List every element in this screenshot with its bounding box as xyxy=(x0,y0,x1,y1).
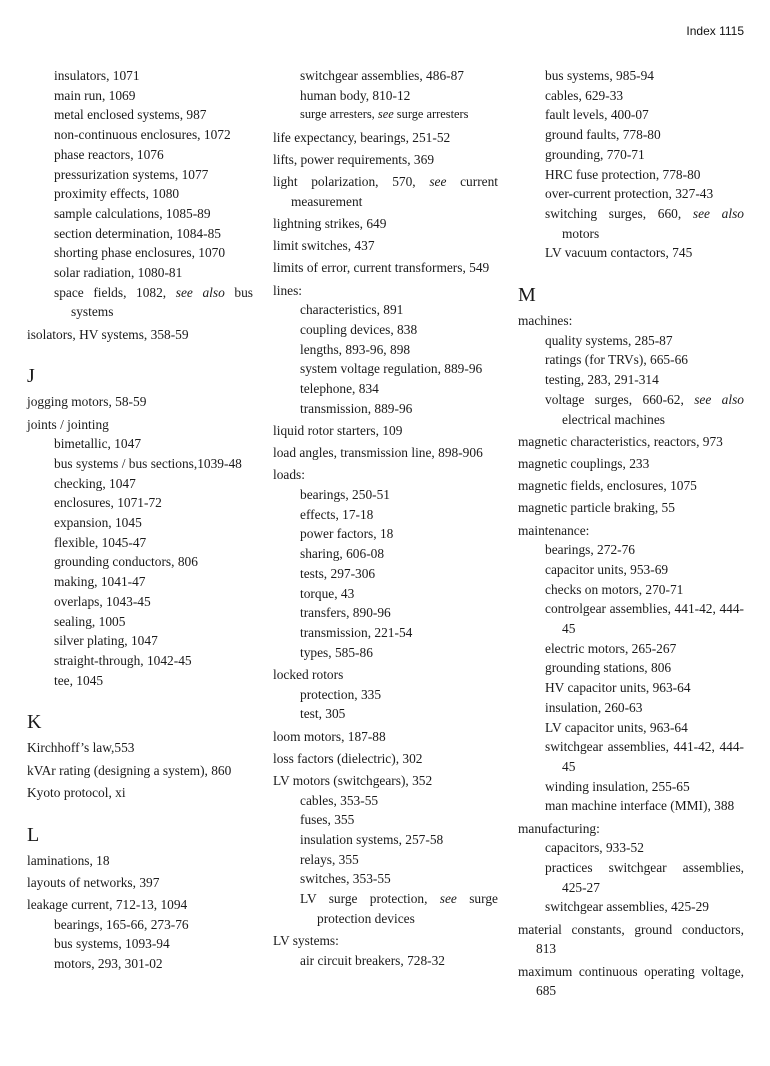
index-subentry: solar radiation, 1080-81 xyxy=(54,265,183,281)
index-subentry: testing, 283, 291-314 xyxy=(545,372,659,388)
index-entry: light polarization, 570, see current measurement xyxy=(273,174,499,209)
index-subentry: grounding stations, 806 xyxy=(545,660,672,676)
index-subentry: cables, 629-33 xyxy=(545,87,624,103)
index-entry: locked rotors xyxy=(273,666,344,682)
see-reference: see also xyxy=(175,284,225,300)
index-letter-heading: J xyxy=(27,365,35,388)
index-subentry: sample calculations, 1085-89 xyxy=(54,205,211,221)
index-subentry: bearings, 272-76 xyxy=(545,542,635,558)
index-entry: jogging motors, 58-59 xyxy=(27,394,147,410)
see-reference: see also xyxy=(694,391,744,407)
index-entry: lightning strikes, 649 xyxy=(273,215,387,231)
index-subentry: power factors, 18 xyxy=(300,526,394,542)
index-subentry: bus systems, 985-94 xyxy=(545,68,654,83)
index-subentry: section determination, 1084-85 xyxy=(54,225,221,241)
index-subentry: insulation systems, 257-58 xyxy=(300,832,444,848)
index-subentry: winding insulation, 255-65 xyxy=(545,778,690,794)
index-entry: laminations, 18 xyxy=(27,852,110,868)
index-entry: load angles, transmission line, 898-906 xyxy=(273,445,483,461)
index-subentry: switches, 353-55 xyxy=(300,871,391,887)
index-subentry: bus systems / bus sections,1039-48 xyxy=(54,455,242,471)
index-subentry: main run, 1069 xyxy=(54,87,136,103)
index-subentry: checks on motors, 270-71 xyxy=(545,581,684,597)
index-subentry: coupling devices, 838 xyxy=(300,321,418,337)
index-entry: limit switches, 437 xyxy=(273,238,375,254)
index-subentry: practices switchgear assemblies, 425-27 xyxy=(545,860,744,895)
index-entry: joints / jointing xyxy=(27,416,109,432)
index-subentry: switchgear assemblies, 486-87 xyxy=(300,68,464,83)
index-subentry: bearings, 165-66, 273-76 xyxy=(54,916,189,932)
index-entry: maintenance: xyxy=(518,522,590,538)
index-entry: machines: xyxy=(518,313,573,329)
index-subentry: making, 1041-47 xyxy=(54,574,146,590)
index-subentry: air circuit breakers, 728-32 xyxy=(300,952,446,968)
index-subentry: switchgear assemblies, 441-42, 444-45 xyxy=(545,739,744,774)
index-entry: loss factors (dielectric), 302 xyxy=(273,750,423,766)
index-entry: loom motors, 187-88 xyxy=(273,728,386,744)
index-letter-heading: K xyxy=(27,711,42,734)
index-entry: material constants, ground conductors, 813 xyxy=(518,921,744,957)
index-column-3 xyxy=(518,66,744,1001)
index-subentry: fault levels, 400-07 xyxy=(545,107,649,123)
index-subentry: enclosures, 1071-72 xyxy=(54,495,162,511)
index-subentry: fuses, 355 xyxy=(300,812,355,828)
index-entry: lifts, power requirements, 369 xyxy=(273,151,435,167)
index-subentry: grounding, 770-71 xyxy=(545,146,645,162)
see-reference: see xyxy=(439,891,457,907)
index-subentry: transmission, 221-54 xyxy=(300,624,413,640)
index-subentry: HRC fuse protection, 778-80 xyxy=(545,166,701,182)
index-subentry: voltage surges, 660-62, see also electrical machines xyxy=(545,391,744,427)
index-subentry: bearings, 250-51 xyxy=(300,487,390,503)
index-subentry: grounding conductors, 806 xyxy=(54,554,198,570)
index-subentry: proximity effects, 1080 xyxy=(54,186,180,202)
index-subentry: insulation, 260-63 xyxy=(545,699,643,715)
index-entry: manufacturing: xyxy=(518,820,600,836)
index-subentry: sharing, 606-08 xyxy=(300,546,385,562)
see-reference: see xyxy=(429,174,447,190)
index-entry: lines: xyxy=(273,282,303,298)
index-subentry: characteristics, 891 xyxy=(300,302,404,318)
index-entry: Kyoto protocol, xi xyxy=(27,784,126,800)
index-entry: maximum continuous operating voltage, 685 xyxy=(518,963,744,999)
index-entry: layouts of networks, 397 xyxy=(27,874,160,890)
index-subentry: human body, 810-12 xyxy=(300,87,411,103)
index-letter-heading: L xyxy=(27,823,40,846)
index-subentry: overlaps, 1043-45 xyxy=(54,593,151,609)
index-subentry: phase reactors, 1076 xyxy=(54,146,164,162)
index-column-1 xyxy=(27,66,253,974)
index-entry: leakage current, 712-13, 1094 xyxy=(27,896,188,912)
index-subentry: bimetallic, 1047 xyxy=(54,436,142,452)
index-subentry: non-continuous enclosures, 1072 xyxy=(54,127,231,143)
index-entry: kVAr rating (designing a system), 860 xyxy=(27,762,232,778)
index-letter-heading: M xyxy=(518,284,536,307)
index-subentry: relays, 355 xyxy=(300,851,359,867)
index-subentry: LV vacuum contactors, 745 xyxy=(545,245,693,261)
running-head: Index 1115 xyxy=(686,24,744,38)
index-entry: limits of error, current transformers, 549 xyxy=(273,260,490,276)
index-subentry: protection, 335 xyxy=(300,686,382,702)
index-subentry: HV capacitor units, 963-64 xyxy=(545,680,691,696)
index-subentry: test, 305 xyxy=(300,706,346,722)
index-subentry: sealing, 1005 xyxy=(54,613,126,629)
index-subentry: switching surges, 660, see also motors xyxy=(545,205,744,241)
index-entry: magnetic particle braking, 55 xyxy=(518,500,675,516)
index-subentry: LV capacitor units, 963-64 xyxy=(545,719,688,735)
index-subentry: switchgear assemblies, 425-29 xyxy=(545,899,709,915)
index-column-2 xyxy=(273,66,498,970)
index-subentry: over-current protection, 327-43 xyxy=(545,186,714,202)
index-subentry: silver plating, 1047 xyxy=(54,633,158,649)
index-subentry: surge arresters, see surge arresters xyxy=(300,107,469,122)
index-subentry: pressurization systems, 1077 xyxy=(54,166,209,182)
index-subentry: telephone, 834 xyxy=(300,381,379,397)
index-subentry: types, 585-86 xyxy=(300,644,373,660)
index-subentry: straight-through, 1042-45 xyxy=(54,652,192,668)
index-subentry: cables, 353-55 xyxy=(300,792,379,808)
index-subentry: lengths, 893-96, 898 xyxy=(300,341,411,357)
index-subentry: capacitor units, 953-69 xyxy=(545,561,669,577)
index-subentry: controlgear assemblies, 441-42, 444-45 xyxy=(545,601,744,637)
index-entry: LV motors (switchgears), 352 xyxy=(273,772,433,788)
index-subentry: ratings (for TRVs), 665-66 xyxy=(545,352,688,368)
index-entry: magnetic couplings, 233 xyxy=(518,455,650,471)
index-subentry: ground faults, 778-80 xyxy=(545,127,661,143)
index-subentry: system voltage regulation, 889-96 xyxy=(300,361,483,377)
index-entry: magnetic characteristics, reactors, 973 xyxy=(518,433,723,449)
index-subentry: transfers, 890-96 xyxy=(300,605,391,621)
index-entry: Kirchhoff’s law,553 xyxy=(27,740,135,756)
index-subentry: effects, 17-18 xyxy=(300,506,374,522)
index-subentry: checking, 1047 xyxy=(54,475,136,491)
index-subentry: man machine interface (MMI), 388 xyxy=(545,798,735,814)
index-subentry: flexible, 1045-47 xyxy=(54,534,147,550)
index-subentry: tee, 1045 xyxy=(54,672,104,688)
index-subentry: motors, 293, 301-02 xyxy=(54,956,163,972)
index-entry: liquid rotor starters, 109 xyxy=(273,422,403,438)
index-subentry: expansion, 1045 xyxy=(54,515,142,531)
index-subentry: torque, 43 xyxy=(300,585,355,601)
index-subentry: quality systems, 285-87 xyxy=(545,332,673,348)
index-subentry: shorting phase enclosures, 1070 xyxy=(54,245,226,261)
index-entry: loads: xyxy=(273,467,305,483)
index-subentry: tests, 297-306 xyxy=(300,565,376,581)
index-subentry: metal enclosed systems, 987 xyxy=(54,107,207,123)
index-entry: LV systems: xyxy=(273,933,339,949)
see-reference: see xyxy=(377,107,394,122)
index-subentry: transmission, 889-96 xyxy=(300,400,413,416)
index-subentry: insulators, 1071 xyxy=(54,68,140,83)
index-subentry: LV surge protection, see surge protection devices xyxy=(300,891,498,926)
index-entry: life expectancy, bearings, 251-52 xyxy=(273,129,451,145)
index-subentry: capacitors, 933-52 xyxy=(545,840,644,856)
index-subentry: space fields, 1082, see also bus systems xyxy=(54,284,253,320)
index-entry: magnetic fields, enclosures, 1075 xyxy=(518,478,697,494)
see-reference: see also xyxy=(692,205,744,221)
index-subentry: electric motors, 265-267 xyxy=(545,640,677,656)
index-entry: isolators, HV systems, 358-59 xyxy=(27,326,189,342)
index-subentry: bus systems, 1093-94 xyxy=(54,936,170,952)
